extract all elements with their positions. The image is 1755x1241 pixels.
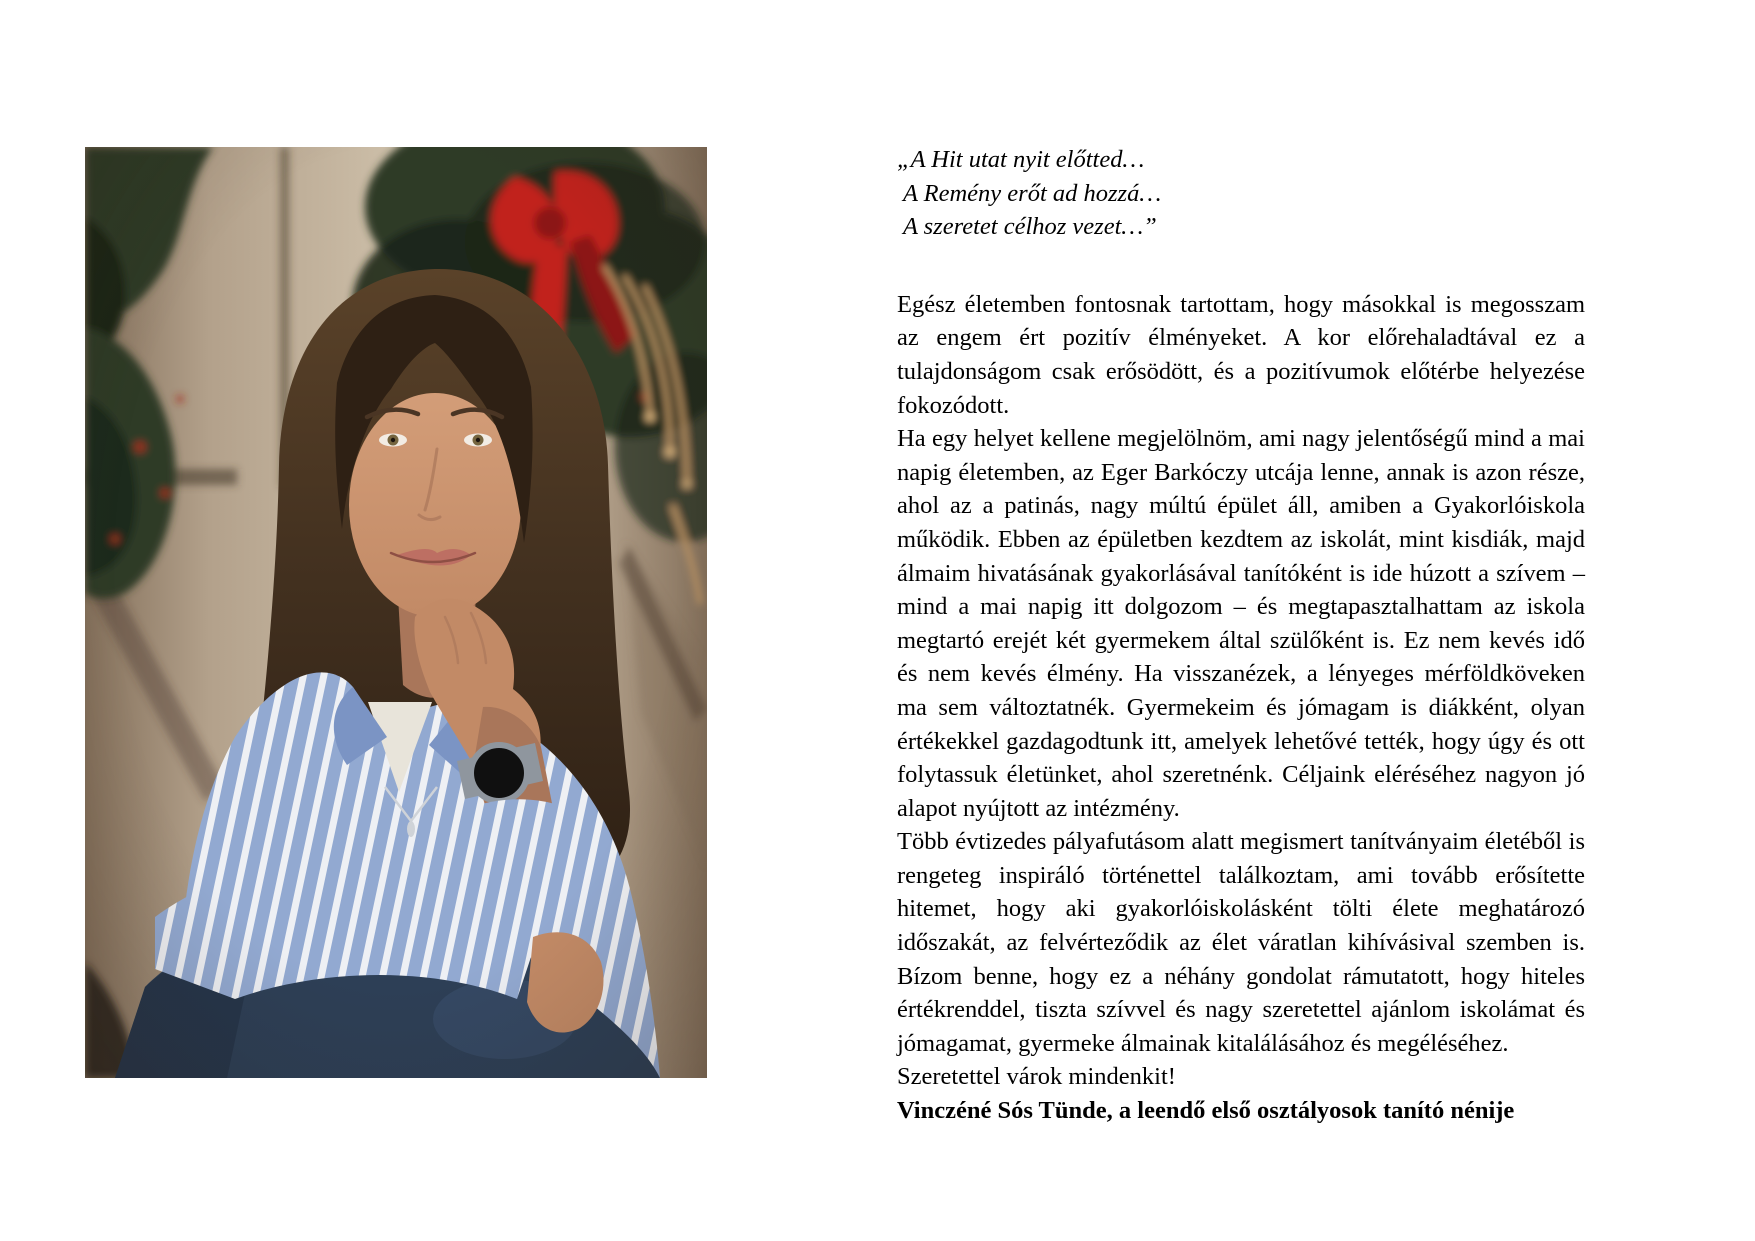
portrait-photo xyxy=(85,147,707,1078)
quote-line: „A Hit utat nyit előtted… xyxy=(897,146,1145,173)
photo-vignette xyxy=(85,147,707,1078)
opening-quote xyxy=(897,143,1585,244)
body-paragraph: Több évtizedes pályafutásom alatt megismert tanítványaim életéből is rengeteg inspiráló történettel találkoztam, ami tovább erősítette hitemet, hogy aki gyakorlóiskolásként tölti élete meghatározó időszakát, az felvérteződik az élet váratlan kihívásival szemben is. Bízom benne, hogy ez a néhány gondolat rámutatott, hogy hiteles értékrenddel, tiszta szívvel és nagy szeretettel ajánlom iskolámat és jómagamat, gyermeke álmainak kitalálásához és megéléséhez. xyxy=(897,828,1585,1057)
body-text xyxy=(897,288,1585,1128)
quote-line: A Remény erőt ad hozzá… xyxy=(903,179,1162,207)
portrait-photo-svg xyxy=(85,147,707,1078)
body-paragraph: Szeretettel várok mindenkit! xyxy=(897,1063,1176,1091)
body-paragraph: Ha egy helyet kellene megjelölnöm, ami nagy jelentőségű mind a mai napig életemben, az Eger Barkóczy utcája lenne, annak is azon része, ahol az a patinás, nagy múltú épület áll, amiben a Gyakorlóiskola működik. Ebben az épületben kezdtem az iskolát, mint kisdiák, majd álmaim hivatásának gyakorlásával tanítóként is ide húzott a szívem – mind a mai napig itt dolgozom – és megtapasztalhattam az iskola megtartó erejét két gyermekem által szülőként is. Ez nem kevés idő és nem kevés élmény. Ha visszanézek, a lényeges mérföldköveken ma sem változtatnék. Gyermekeim és jómagam is diákként, olyan értékekkel gazdagodtunk itt, amelyek lehetővé tették, hogy úgy és ott folytassuk életünket, ahol szeretnénk. Céljaink eléréséhez nagyon jó alapot nyújtott az intézmény. xyxy=(897,425,1585,822)
quote-line: A szeretet célhoz vezet…” xyxy=(903,213,1157,241)
body-paragraph: Egész életemben fontosnak tartottam, hogy másokkal is megosszam az engem ért pozitív élményeket. A kor előrehaladtával ez a tulajdonságom csak erősödött, és a pozitívumok előtérbe helyezése fokozódott. xyxy=(897,290,1585,419)
text-column xyxy=(897,143,1585,1128)
signature-line: Vinczéné Sós Tünde, a leendő első osztályosok tanító nénije xyxy=(897,1097,1515,1125)
